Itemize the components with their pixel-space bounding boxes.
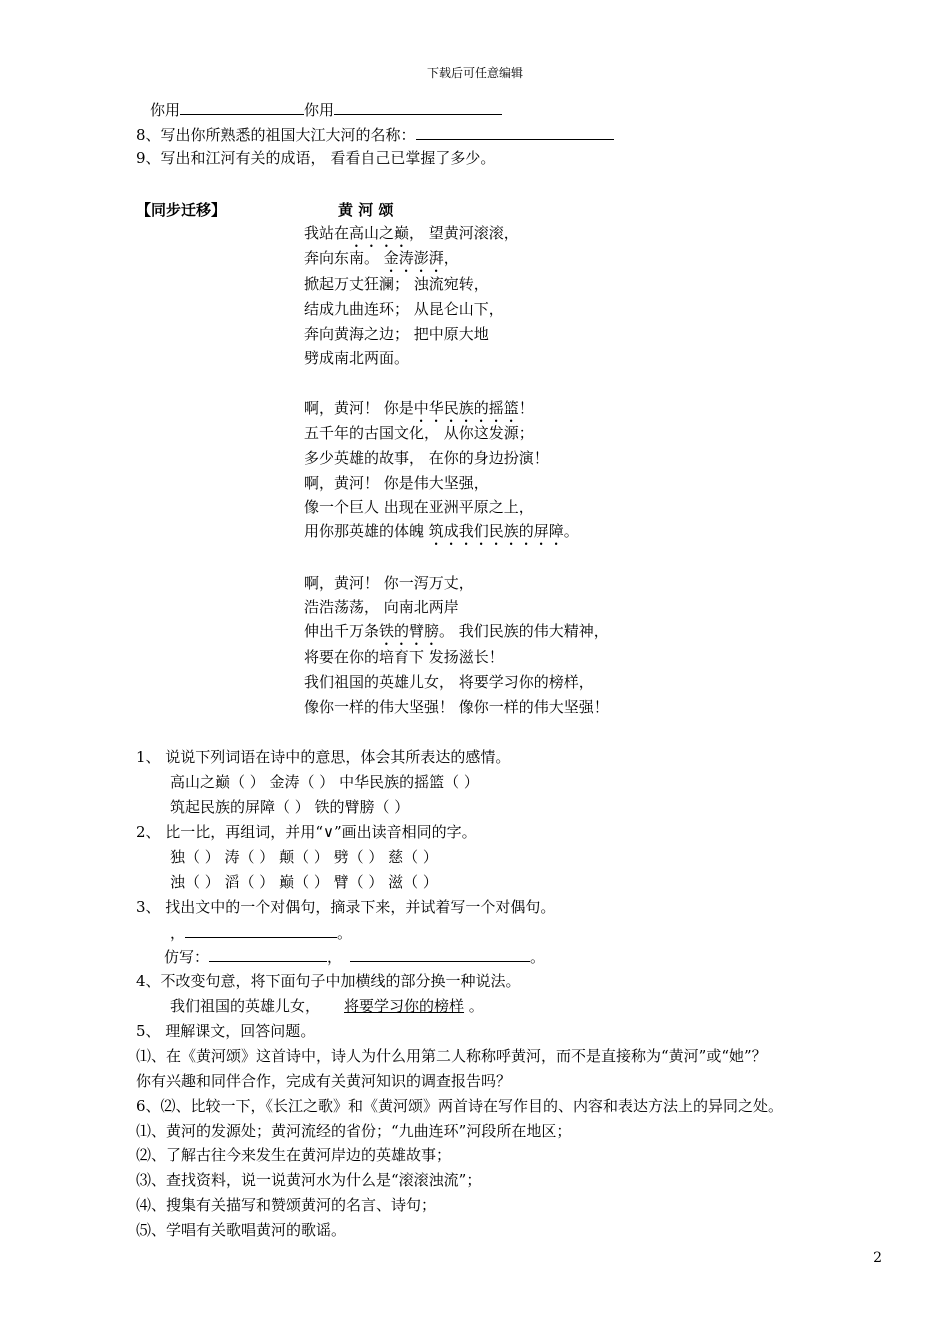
task-item: ⑴、黄河的发源处；黄河流经的省份；“九曲连环”河段所在地区； bbox=[136, 1122, 572, 1140]
poem-line: 浩浩荡荡， 向南北两岸 bbox=[304, 598, 459, 616]
question-1-row[interactable]: 高山之巅（ ） 金涛（ ） 中华民族的摇篮（ ） bbox=[170, 773, 479, 791]
question-5: 5、 理解课文，回答问题。 bbox=[136, 1022, 316, 1040]
poem-line: 像一个巨人 出现在亚洲平原之上， bbox=[304, 498, 534, 516]
emphasized-phrase: 金涛澎湃 bbox=[383, 249, 444, 267]
emphasized-phrase: 高山之巅 bbox=[349, 224, 410, 242]
page-number: 2 bbox=[873, 1250, 882, 1266]
fill-in-line bbox=[150, 100, 502, 119]
question-2-row[interactable]: 浊（ ） 滔（ ） 巅（ ） 臂（ ） 滋（ ） bbox=[170, 873, 438, 891]
poem-line: 五千年的古国文化， 从你这发源； bbox=[304, 424, 534, 442]
poem-line: 用你那英雄的体魄 筑成我们民族的屏障。 bbox=[304, 522, 579, 540]
question-4: 4、不改变句意，将下面句子中加横线的部分换一种说法。 bbox=[136, 972, 521, 990]
question-3: 3、 找出文中的一个对偶句，摘录下来，并试着写一个对偶句。 bbox=[136, 898, 556, 916]
question-text: 8、写出你所熟悉的祖国大江大河的名称： bbox=[136, 126, 416, 144]
question-3-imitate: 仿写： ， 。 bbox=[164, 948, 546, 966]
poem-line: 奔向黄海之边； 把中原大地 bbox=[304, 325, 489, 343]
poem-line: 我站在高山之巅， 望黄河滚滚， bbox=[304, 224, 519, 242]
emphasized-phrase: 铁的臂膀 bbox=[379, 622, 440, 640]
question-4-sentence: 我们祖国的英雄儿女， 将要学习你的榜样 。 bbox=[170, 997, 484, 1015]
task-item: ⑷、搜集有关描写和赞颂黄河的名言、诗句； bbox=[136, 1196, 437, 1214]
question-1-row[interactable]: 筑起民族的屏障（ ） 铁的臂膀（ ） bbox=[170, 798, 410, 816]
answer-blank[interactable] bbox=[209, 947, 327, 962]
question-9: 9、写出和江河有关的成语， 看看自己已掌握了多少。 bbox=[136, 149, 496, 167]
section-label: 【同步迁移】 bbox=[136, 201, 227, 219]
answer-blank[interactable] bbox=[180, 100, 304, 115]
poem-line: 啊，黄河！ 你是伟大坚强， bbox=[304, 474, 489, 492]
question-2: 2、 比一比，再组词，并用“∨”画出读音相同的字。 bbox=[136, 823, 477, 841]
text-label: 你用 bbox=[150, 101, 181, 119]
poem-line: 我们祖国的英雄儿女， 将要学习你的榜样， bbox=[304, 673, 594, 691]
poem-title: 黄 河 颂 bbox=[338, 201, 394, 219]
poem-line: 掀起万丈狂澜； 浊流宛转， bbox=[304, 275, 489, 293]
emphasized-phrase: 中华民族的摇篮 bbox=[413, 399, 519, 417]
answer-blank[interactable] bbox=[334, 100, 502, 115]
poem-line: 将要在你的培育下 发扬滋长！ bbox=[304, 648, 504, 666]
question-6: 6、⑵、比较一下，《长江之歌》和《黄河颂》两首诗在写作目的、内容和表达方法上的异同之处。 bbox=[136, 1097, 784, 1115]
question-5-part: 你有兴趣和同伴合作，完成有关黄河知识的调查报告吗？ bbox=[136, 1072, 512, 1090]
question-3-answer: ， 。 bbox=[170, 924, 353, 942]
answer-blank[interactable] bbox=[416, 125, 614, 140]
poem-line: 啊，黄河！ 你是中华民族的摇篮！ bbox=[304, 399, 534, 417]
task-item: ⑸、学唱有关歌唱黄河的歌谣。 bbox=[136, 1221, 347, 1239]
task-item: ⑶、查找资料，说一说黄河水为什么是“滚滚浊流”； bbox=[136, 1171, 482, 1189]
poem-line: 劈成南北两面。 bbox=[304, 349, 410, 367]
question-1: 1、 说说下列词语在诗中的意思，体会其所表达的感情。 bbox=[136, 748, 511, 766]
underlined-phrase: 将要学习你的榜样 bbox=[344, 997, 465, 1015]
page-header: 下载后可任意编辑 bbox=[426, 66, 523, 80]
poem-line: 啊，黄河！ 你一泻万丈， bbox=[304, 574, 474, 592]
poem-line: 奔向东南。 金涛澎湃， bbox=[304, 249, 459, 267]
poem-line: 结成九曲连环； 从昆仑山下， bbox=[304, 300, 504, 318]
text-label: 你用 bbox=[304, 101, 335, 119]
emphasized-phrase: 筑成我们民族的屏障 bbox=[428, 522, 564, 540]
poem-line: 多少英雄的故事， 在你的身边扮演！ bbox=[304, 449, 549, 467]
answer-blank[interactable] bbox=[350, 947, 530, 962]
question-8 bbox=[136, 125, 614, 144]
answer-blank[interactable] bbox=[185, 923, 337, 938]
poem-line: 像你一样的伟大坚强！ 像你一样的伟大坚强！ bbox=[304, 698, 609, 716]
question-2-row[interactable]: 独（ ） 涛（ ） 颠（ ） 劈（ ） 慈（ ） bbox=[170, 848, 438, 866]
question-5-part: ⑴、在《黄河颂》这首诗中，诗人为什么用第二人称称呼黄河，而不是直接称为“黄河”或“她”？ bbox=[136, 1047, 767, 1065]
poem-line: 伸出千万条铁的臂膀。 我们民族的伟大精神， bbox=[304, 622, 609, 640]
task-item: ⑵、了解古往今来发生在黄河岸边的英雄故事； bbox=[136, 1146, 452, 1164]
